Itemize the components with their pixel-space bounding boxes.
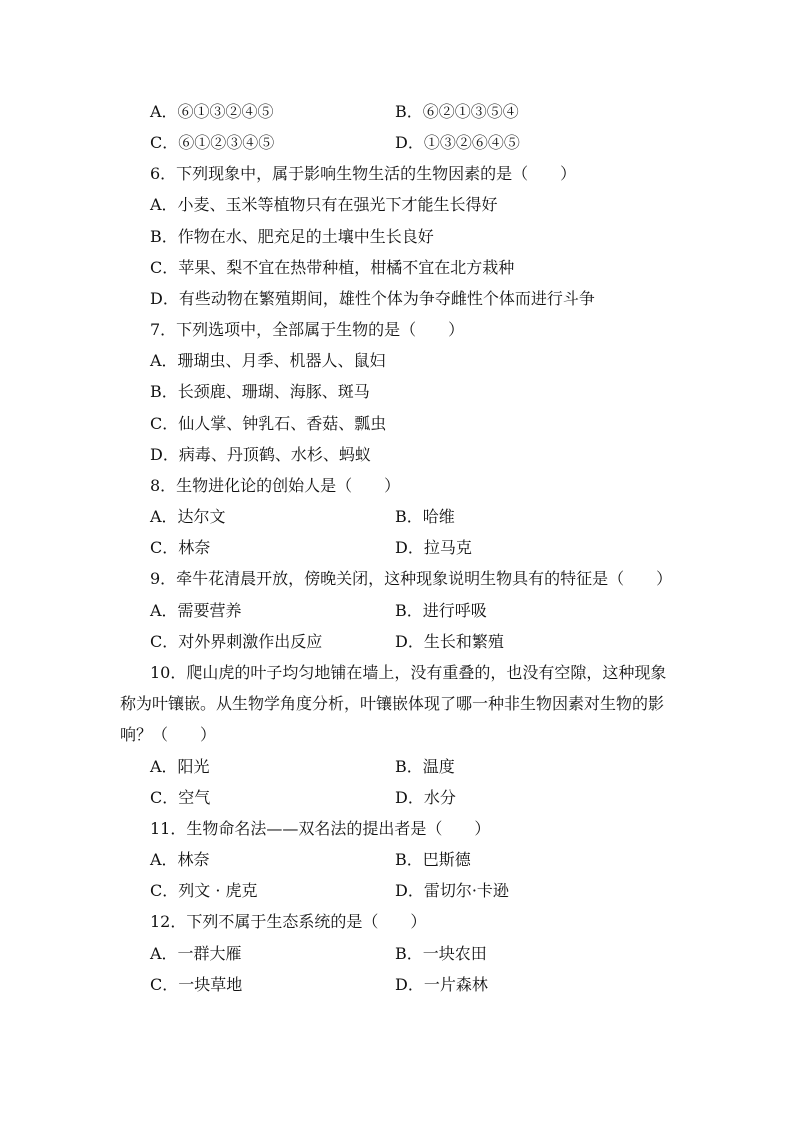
q9-option-c: C．对外界刺激作出反应 [150,632,323,651]
q8-stem: 8．生物进化论的创始人是（ ） [150,476,401,495]
q6-option-c: C．苹果、梨不宜在热带种植，柑橘不宜在北方栽种 [150,258,515,277]
q10-stem-line2: 称为叶镶嵌。从生物学角度分析，叶镶嵌体现了哪一种非生物因素对生物的影 [120,694,665,713]
q8-option-a: A．达尔文 [150,507,226,526]
q5-option-d: D．①③②⑥④⑤ [395,133,520,152]
q10-stem-line3: 响？（ ） [120,725,217,744]
q11-option-c: C．列文 · 虎克 [150,881,258,900]
q9-option-d: D．生长和繁殖 [395,632,504,651]
q7-option-d: D．病毒、丹顶鹤、水杉、蚂蚁 [150,445,371,464]
q11-option-d: D．雷切尔·卡逊 [395,881,509,900]
q12-option-d: D．一片森林 [395,975,488,994]
q10-stem-line1: 10．爬山虎的叶子均匀地铺在墙上，没有重叠的，也没有空隙，这种现象 [150,663,667,682]
q12-option-b: B．一块农田 [395,944,487,963]
q10-option-d: D．水分 [395,788,456,807]
q8-option-d: D．拉马克 [395,538,472,557]
q7-option-b: B．长颈鹿、珊瑚、海豚、斑马 [150,382,370,401]
q7-option-a: A．珊瑚虫、月季、机器人、鼠妇 [150,351,386,370]
q7-stem: 7．下列选项中，全部属于生物的是（ ） [150,320,465,339]
q5-option-b: B．⑥②①③⑤④ [395,102,519,121]
q5-option-c: C．⑥①②③④⑤ [150,133,275,152]
q5-option-a: A．⑥①③②④⑤ [150,102,274,121]
q12-option-a: A．一群大雁 [150,944,242,963]
q8-option-c: C．林奈 [150,538,211,557]
q10-option-a: A．阳光 [150,757,210,776]
q11-option-a: A．林奈 [150,850,210,869]
q6-stem: 6．下列现象中，属于影响生物生活的生物因素的是（ ） [150,164,577,183]
q10-option-b: B．温度 [395,757,455,776]
q11-stem: 11．生物命名法——双名法的提出者是（ ） [150,819,491,838]
q8-option-b: B．哈维 [395,507,455,526]
q6-option-d: D．有些动物在繁殖期间，雄性个体为争夺雌性个体而进行斗争 [150,289,595,308]
q10-option-c: C．空气 [150,788,211,807]
q11-option-b: B．巴斯德 [395,850,471,869]
q6-option-a: A．小麦、玉米等植物只有在强光下才能生长得好 [150,195,498,214]
q7-option-c: C．仙人掌、钟乳石、香菇、瓢虫 [150,414,387,433]
q9-option-b: B．进行呼吸 [395,601,487,620]
q12-option-c: C．一块草地 [150,975,243,994]
q12-stem: 12．下列不属于生态系统的是（ ） [150,912,427,931]
q9-option-a: A．需要营养 [150,601,242,620]
q6-option-b: B．作物在水、肥充足的土壤中生长良好 [150,227,434,246]
q9-stem: 9．牵牛花清晨开放，傍晚关闭，这种现象说明生物具有的特征是（ ） [150,569,673,588]
